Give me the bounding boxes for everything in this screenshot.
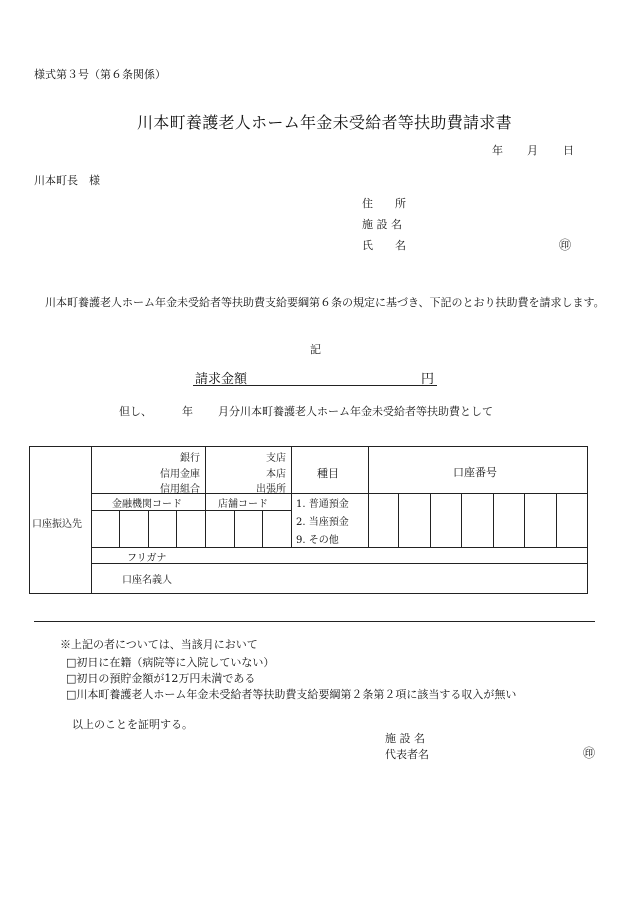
representative-label: 代表者名	[385, 748, 429, 761]
branch-type-branch: 支店	[266, 453, 286, 464]
table-line	[119, 510, 120, 547]
bank-type-shinkin: 信用金庫	[160, 469, 200, 480]
account-number-header: 口座番号	[453, 466, 497, 479]
branch-type-office: 出張所	[256, 484, 286, 495]
certification-statement: 以上のことを証明する。	[72, 718, 193, 731]
certification-intro: ※上記の者については、当該月において	[60, 638, 258, 651]
bank-code-label: 金融機関コード	[112, 499, 182, 510]
page-title: 川本町養護老人ホーム年金未受給者等扶助費請求書	[137, 113, 512, 132]
date-year-label: 年	[492, 144, 503, 157]
amount-underline	[193, 385, 437, 386]
request-statement: 川本町養護老人ホーム年金未受給者等扶助費支給要綱第６条の規定に基づき、下記のとおり扶助費を請求します。	[45, 296, 605, 309]
table-line	[291, 447, 292, 547]
table-line	[262, 510, 263, 547]
certifier-facility-label: 施 設 名	[385, 732, 425, 745]
seal-mark: ㊞	[559, 238, 572, 252]
account-kind-current: 2. 当座預金	[296, 517, 349, 528]
table-line	[148, 510, 149, 547]
period-description: 月分川本町養護老人ホーム年金未受給者等扶助費として	[218, 405, 493, 418]
ki-label: 記	[310, 343, 321, 356]
facility-name-label: 施 設 名	[362, 218, 402, 231]
table-line	[556, 493, 557, 547]
period-prefix: 但し、	[119, 405, 152, 418]
table-line	[368, 447, 369, 547]
section-label: 口座振込先	[32, 519, 82, 530]
table-line	[493, 493, 494, 547]
furigana-label: フリガナ	[127, 553, 167, 564]
certification-item-enrolled: □初日に在籍（病院等に入院していない）	[66, 656, 275, 669]
table-line	[91, 447, 92, 593]
date-month-label: 月	[527, 144, 538, 157]
amount-label: 請求金額	[195, 372, 248, 387]
addressee: 川本町長 様	[34, 174, 100, 187]
table-line	[430, 493, 431, 547]
table-line	[398, 493, 399, 547]
date-day-label: 日	[563, 144, 574, 157]
branch-type-head: 本店	[266, 469, 286, 480]
section-divider	[34, 621, 595, 622]
table-line	[234, 510, 235, 547]
certification-item-income: □川本町養護老人ホーム年金未受給者等扶助費支給要綱第２条第２項に該当する収入が無い	[66, 688, 517, 701]
bank-type-kumiai: 信用組合	[160, 484, 200, 495]
kind-header: 種目	[317, 467, 339, 480]
account-kind-ordinary: 1. 普通預金	[296, 499, 349, 510]
table-line	[176, 510, 177, 547]
table-line	[524, 493, 525, 547]
representative-seal-mark: ㊞	[583, 746, 596, 760]
address-label: 住 所	[362, 197, 406, 210]
amount-unit: 円	[421, 372, 435, 387]
period-year-label: 年	[182, 405, 193, 418]
table-line	[461, 493, 462, 547]
account-holder-label: 口座名義人	[122, 575, 172, 586]
form-number: 様式第３号（第６条関係）	[34, 68, 166, 81]
applicant-name-label: 氏 名	[362, 239, 406, 252]
account-kind-other: 9. その他	[296, 535, 339, 546]
table-line	[91, 510, 291, 511]
table-line	[91, 547, 587, 548]
branch-code-label: 店舗コード	[218, 499, 268, 510]
bank-account-table	[29, 446, 588, 594]
table-line	[205, 447, 206, 547]
bank-type-bank: 銀行	[180, 453, 200, 464]
certification-item-savings: □初日の預貯金額が12万円未満である	[66, 672, 256, 685]
